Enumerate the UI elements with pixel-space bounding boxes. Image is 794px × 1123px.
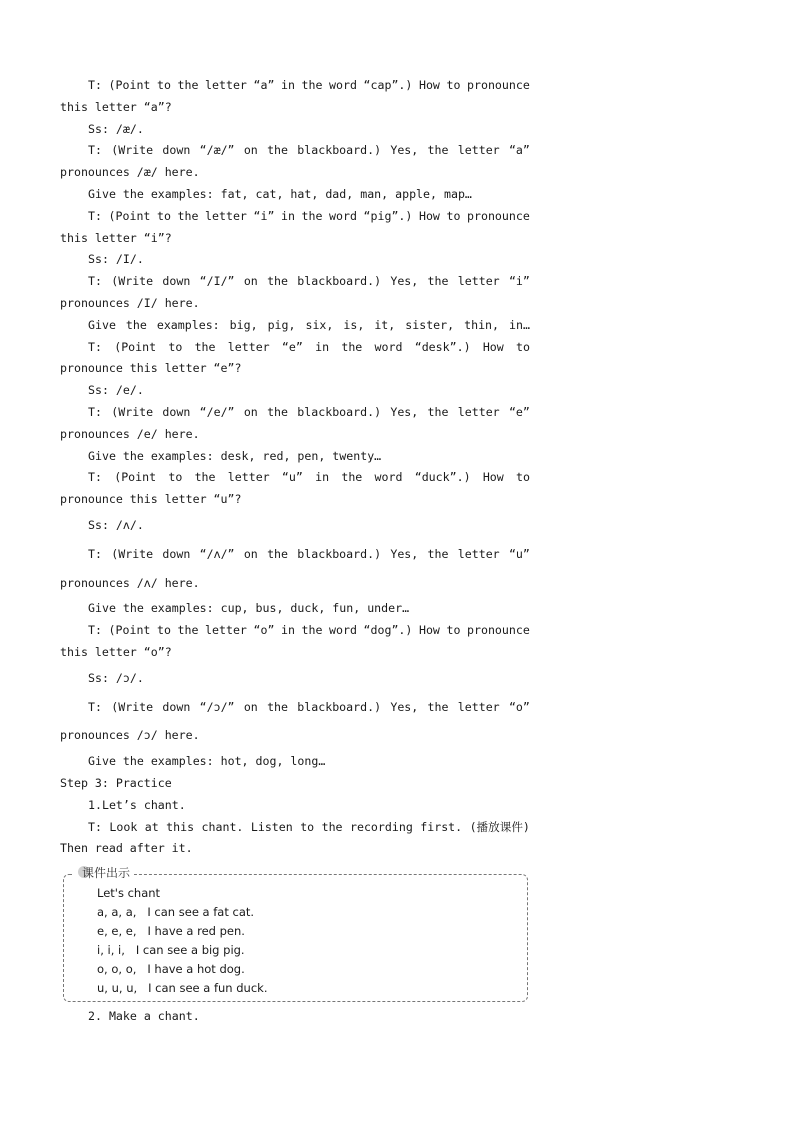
text-line: this letter “i”?: [60, 230, 172, 245]
word: Yes,: [390, 274, 419, 289]
text-line: this letter “o”?: [60, 644, 172, 659]
text-line: [60, 315, 530, 337]
word: T:: [88, 208, 102, 223]
word: blackboard.): [297, 143, 382, 158]
word: the: [301, 208, 323, 223]
word: in: [315, 339, 330, 354]
text-line: Ss: /æ/.: [88, 121, 144, 136]
text-line: pronounce this letter “e”?: [60, 361, 242, 376]
word: Yes,: [390, 699, 419, 714]
word: letter: [227, 470, 270, 485]
word: the: [341, 339, 363, 354]
word: (Point: [114, 339, 157, 354]
word: the: [177, 208, 199, 223]
word: Listen: [250, 819, 293, 834]
word: (Point: [114, 470, 157, 485]
word: (Write: [111, 404, 154, 419]
word: six,: [305, 317, 334, 332]
word: “dog”.): [363, 623, 413, 638]
word: “cap”.): [363, 78, 413, 92]
word: How: [418, 78, 440, 92]
text-line: [60, 697, 530, 719]
word: (播放课件): [469, 819, 530, 834]
word: to: [168, 470, 183, 485]
word: chant.: [201, 819, 244, 834]
word: the: [341, 470, 363, 485]
word: pronounce: [467, 78, 530, 92]
word: letter: [457, 699, 500, 714]
text-line: [60, 402, 530, 424]
text-line: [60, 467, 530, 489]
text-line: pronounces /ʌ/ here.: [60, 575, 200, 590]
text-line: Ss: /ʌ/.: [88, 517, 144, 532]
text-line: pronounce this letter “u”?: [60, 492, 242, 507]
word: “/I/”: [199, 274, 235, 289]
word: (Point: [108, 208, 151, 223]
word: T:: [88, 819, 102, 834]
word: in: [281, 78, 295, 92]
text-line: [60, 544, 530, 566]
word: the: [125, 317, 147, 332]
word: first.: [420, 819, 463, 834]
word: the: [321, 819, 343, 834]
word: on: [243, 143, 258, 158]
text-line: pronounces /ɔ/ here.: [60, 728, 200, 743]
chant-title: Let's chant: [97, 886, 161, 900]
word: word: [329, 208, 357, 223]
text-line: [60, 75, 530, 97]
text-line: [60, 206, 530, 228]
word: at: [144, 819, 159, 834]
text-line: [60, 620, 530, 642]
word: big,: [229, 317, 258, 332]
word: (Write: [111, 699, 154, 714]
chant-line: a, a, a, I can see a fat cat.: [97, 905, 255, 919]
word: “/æ/”: [199, 143, 235, 158]
word: letter: [205, 623, 247, 638]
word: to: [516, 339, 530, 354]
word: T:: [88, 143, 102, 158]
courseware-label-text: 课件出示: [82, 866, 131, 880]
text-line: Then read after it.: [60, 841, 193, 856]
word: examples:: [156, 317, 220, 332]
word: blackboard.): [297, 546, 382, 561]
text-line: pronounces /I/ here.: [60, 295, 200, 310]
word: Give: [88, 317, 116, 332]
word: to: [156, 208, 171, 223]
word: letter: [457, 274, 500, 289]
word: to: [156, 78, 171, 92]
word: “e”: [508, 404, 530, 419]
word: down: [162, 274, 191, 289]
word: to: [156, 623, 171, 638]
text-line: Give the examples: hot, dog, long…: [88, 754, 326, 769]
chant-line: u, u, u, I can see a fun duck.: [97, 981, 268, 995]
word: “/ʌ/”: [199, 546, 235, 561]
word: to: [516, 470, 530, 485]
word: on: [243, 699, 258, 714]
word: the: [427, 143, 449, 158]
word: the: [427, 404, 449, 419]
word: (Point: [108, 78, 151, 92]
chant-line: i, i, i, I can see a big pig.: [97, 943, 245, 957]
text-line: Give the examples: fat, cat, hat, dad, man, apple, map…: [88, 186, 472, 201]
text-line: [60, 140, 530, 162]
word: word: [329, 623, 357, 638]
word: down: [162, 699, 191, 714]
word: “pig”.): [363, 208, 413, 223]
word: blackboard.): [297, 274, 382, 289]
word: the: [194, 339, 216, 354]
word: (Write: [111, 546, 154, 561]
make-chant-line: 2. Make a chant.: [88, 1009, 200, 1023]
word: Look: [109, 819, 138, 834]
word: “/ɔ/”: [199, 699, 235, 714]
word: down: [162, 546, 191, 561]
word: in…: [509, 317, 530, 332]
text-line: [60, 817, 530, 839]
lesson-body: [60, 75, 530, 860]
text-line: Give the examples: cup, bus, duck, fun, under…: [88, 601, 410, 616]
word: in: [281, 623, 295, 638]
word: letter: [205, 78, 247, 92]
chant-line: e, e, e, I have a red pen.: [97, 924, 245, 938]
word: the: [301, 78, 323, 92]
word: the: [177, 623, 199, 638]
word: Yes,: [390, 546, 419, 561]
word: in: [281, 208, 295, 223]
word: How: [482, 470, 504, 485]
word: “desk”.): [414, 339, 471, 354]
word: letter: [227, 339, 270, 354]
word: to: [446, 208, 461, 223]
word: “o”: [508, 699, 530, 714]
chant-text: [97, 884, 267, 998]
word: “u”: [281, 470, 303, 485]
word: How: [418, 208, 440, 223]
text-line: pronounces /e/ here.: [60, 426, 200, 441]
word: letter: [205, 208, 247, 223]
word: the: [267, 699, 289, 714]
word: T:: [88, 339, 102, 354]
word: this: [166, 819, 195, 834]
word: “i”: [508, 274, 530, 289]
word: T:: [88, 78, 102, 92]
word: sister,: [405, 317, 455, 332]
word: letter: [457, 143, 500, 158]
word: on: [243, 404, 258, 419]
text-line: 1.Let’s chant.: [88, 797, 186, 812]
word: the: [301, 623, 323, 638]
word: T:: [88, 470, 102, 485]
word: blackboard.): [297, 699, 382, 714]
word: “duck”.): [414, 470, 471, 485]
word: (Write: [111, 274, 154, 289]
word: “i”: [253, 208, 275, 223]
word: the: [267, 404, 289, 419]
word: (Point: [108, 623, 151, 638]
word: thin,: [464, 317, 500, 332]
word: “e”: [281, 339, 303, 354]
step-heading: Step 3: Practice: [60, 775, 172, 790]
word: is,: [343, 317, 365, 332]
word: the: [427, 274, 449, 289]
word: the: [427, 546, 449, 561]
word: to: [168, 339, 183, 354]
text-line: Ss: /ɔ/.: [88, 670, 144, 685]
word: pronounce: [467, 208, 530, 223]
word: blackboard.): [297, 404, 382, 419]
word: “a”: [253, 78, 275, 92]
word: to: [300, 819, 315, 834]
word: recording: [349, 819, 413, 834]
word: the: [194, 470, 216, 485]
word: T:: [88, 404, 102, 419]
word: on: [243, 274, 258, 289]
word: word: [374, 470, 403, 485]
text-line: Give the examples: desk, red, pen, twenty…: [88, 448, 382, 463]
word: to: [446, 78, 461, 92]
word: How: [482, 339, 504, 354]
word: “a”: [508, 143, 530, 158]
word: on: [243, 546, 258, 561]
word: word: [374, 339, 403, 354]
word: the: [267, 546, 289, 561]
courseware-label: [74, 864, 134, 881]
word: pronounce: [467, 623, 530, 638]
word: T:: [88, 623, 102, 638]
text-line: [60, 271, 530, 293]
word: down: [162, 404, 191, 419]
word: in: [315, 470, 330, 485]
word: T:: [88, 274, 102, 289]
word: the: [267, 274, 289, 289]
word: “u”: [508, 546, 530, 561]
word: letter: [457, 546, 500, 561]
text-line: pronounces /æ/ here.: [60, 165, 200, 180]
chant-line: o, o, o, I have a hot dog.: [97, 962, 245, 976]
word: the: [267, 143, 289, 158]
word: How: [418, 623, 440, 638]
word: (Write: [111, 143, 154, 158]
word: word: [329, 78, 357, 92]
text-line: [60, 337, 530, 359]
text-line: Ss: /e/.: [88, 383, 144, 398]
word: letter: [457, 404, 500, 419]
word: the: [427, 699, 449, 714]
word: the: [177, 78, 199, 92]
word: Yes,: [390, 143, 419, 158]
text-line: this letter “a”?: [60, 99, 172, 114]
word: T:: [88, 699, 102, 714]
word: “o”: [253, 623, 275, 638]
word: T:: [88, 546, 102, 561]
word: pig,: [267, 317, 296, 332]
word: Yes,: [390, 404, 419, 419]
word: down: [162, 143, 191, 158]
text-line: Ss: /I/.: [88, 252, 144, 267]
word: it,: [374, 317, 396, 332]
word: to: [446, 623, 461, 638]
word: “/e/”: [199, 404, 235, 419]
